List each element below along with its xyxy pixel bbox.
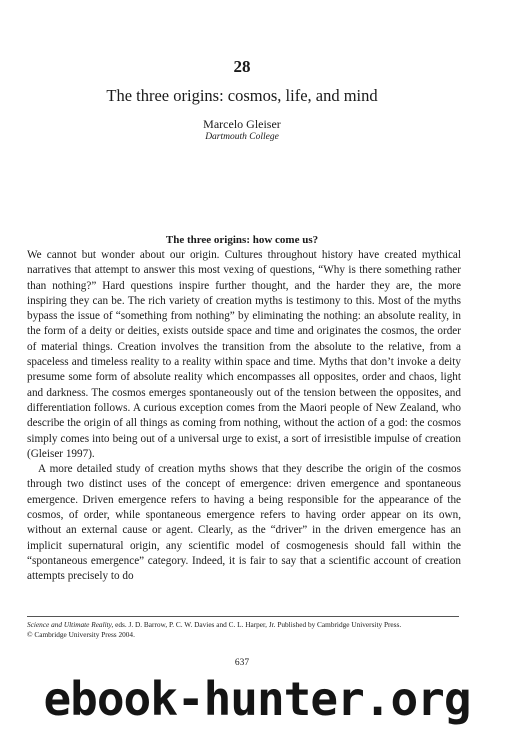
watermark-logo: ebook-hunter.org xyxy=(43,672,471,726)
author-affiliation: Dartmouth College xyxy=(205,132,279,142)
footnote-details: eds. J. D. Barrow, P. C. W. Davies and C. L. Harper, Jr. Published by Cambridge University Press. xyxy=(113,620,402,629)
footnote-copyright: © Cambridge University Press 2004. xyxy=(27,629,135,639)
paragraph-2: A more detailed study of creation myths shows that they describe the origin of the cosmos through two distinct uses of the concept of emergence: driven emergence and spontaneous emergence. Driven emergence refers to having a being responsible for the appearance of the cosmos, of order, while spontaneous emergence refers to having order appear on its own, without an external cause or agent. Clearly, as the “driver” in the driven emergence has an implicit supernatural origin, any scientific model of cosmogenesis should fall within the “spontaneous emergence” category. Indeed, it is fair to say that a scientific account of creation attempts precisely to do xyxy=(27,463,461,583)
page-number: 637 xyxy=(234,658,250,668)
chapter-number: 28 xyxy=(233,57,251,76)
body-text xyxy=(27,248,461,585)
chapter-title: The three origins: cosmos, life, and mind xyxy=(106,86,378,105)
section-heading: The three origins: how come us? xyxy=(165,234,319,246)
footnote-divider xyxy=(27,616,459,617)
footnote xyxy=(27,620,459,639)
author-name: Marcelo Gleiser xyxy=(203,117,281,131)
paragraph-1: We cannot but wonder about our origin. Cultures throughout history have created mythical narratives that attempt to answer this most vexing of questions, “Why is there something rather than nothing?” Hard questions inspire further thought, and the harder they are, the more inspiring they can be. The rich variety of creation myths is testimony to this. Most of the myths bypass the issue of “something from nothing” by eliminating the nothing: an absolute reality, in the form of a deity or deities, exists outside space and time and originates the cosmos, the order of material things. Creation involves the transition from the absolute to the relative, from a spaceless and timeless reality to a reality within space and time. Myths that don’t invoke a deity presume some form of absolute reality which encompasses all opposites, order and chaos, light and darkness. The cosmos emerges spontaneously out of the tension between the opposites, and differentiation follows. A curious exception comes from the Maori people of New Zealand, who describe the origin of all things as coming from nothing, without the action of a god: the cosmos simply comes into being out of a universal urge to exist, a sort of irresistible impulse of creation (Gleiser 1997). xyxy=(27,249,461,460)
footnote-book-title: Science and Ultimate Reality, xyxy=(27,620,114,629)
